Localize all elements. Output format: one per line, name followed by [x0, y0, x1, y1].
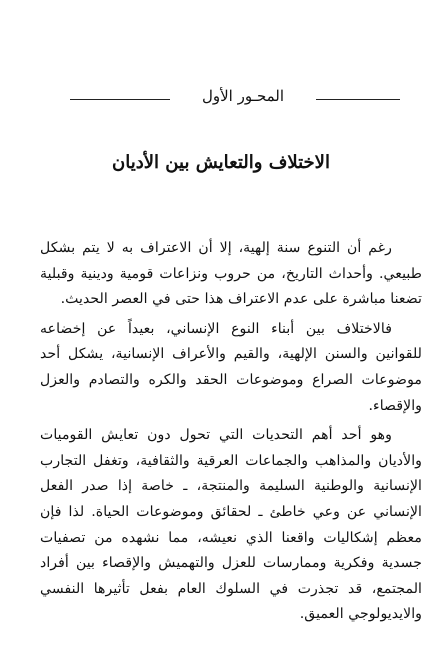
section-header — [70, 86, 400, 106]
header-rule-left — [70, 99, 170, 100]
chapter-title: الاختلاف والتعايش بين الأديان — [112, 152, 330, 174]
header-rule-right — [316, 99, 400, 100]
paragraph: رغم أن التنوع سنة إلهية، إلا أن الاعتراف به لا يتم بشكل طبيعي. وأحداث التاريخ، من حروب ونزاعات قومية ودينية وقبلية تضعنا مباشرة على عدم الاعتراف هذا حتى في العصر الحديث. — [40, 240, 422, 308]
section-label: المحـور الأول — [201, 87, 285, 105]
paragraph: فالاختلاف بين أبناء النوع الإنساني، بعيداً عن إخضاعه للقوانين والسنن الإلهية، والقيم والأعراف الإنسانية، يشكل أحد موضوعات الصراع وموضوعات الحقد والكره والتصادم والعزل والإقصاء. — [40, 320, 422, 414]
body-text — [40, 236, 422, 632]
paragraph: وهو أحد أهم التحديات التي تحول دون تعايش القوميات والأديان والمذاهب والجماعات العرقية والثقافية، وتغفل التجارب الإنسانية والوطنية السليمة والمنتجة، ـ خاصة إذا صدر الفعل الإنساني عن وعي خاطئ ـ لحقائق وموضوعات الحياة. لذا فإن معظم إشكاليات واقعنا الذي نعيشه، مما نشهده من تصفيات جسدية وفكرية وممارسات للعزل والتهميش والإقصاء بين أفراد المجتمع، قد تجذرت في السلوك العام بفعل تأثيرها النفسي والايديولوجي العميق. — [40, 427, 422, 623]
